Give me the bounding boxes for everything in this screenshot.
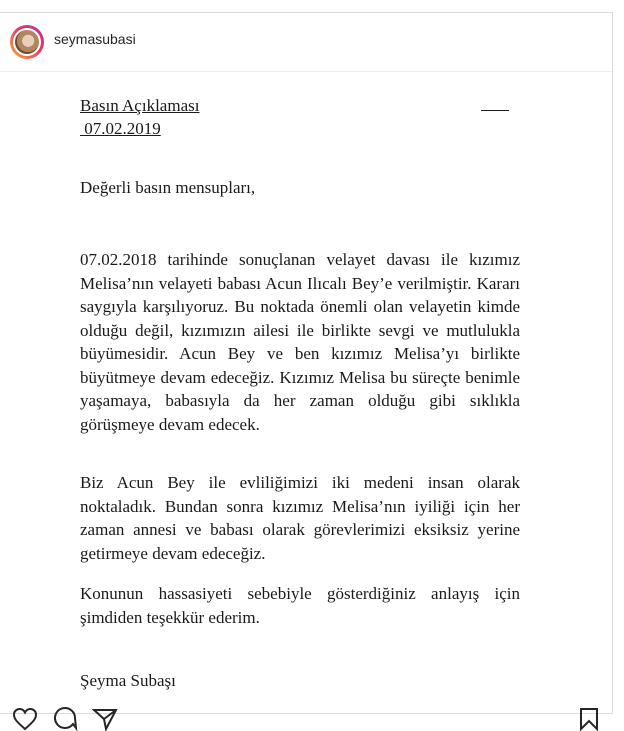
letter-paragraph-2: Biz Acun Bey ile evliliğimizi iki medeni insan olarak noktaladık. Bundan sonra kızımız Melisa’nın iyiliği için her zaman annesi ve babası olarak görevlerimizi eksiksiz yerine getirmeye devam edeceğiz. — [80, 473, 520, 563]
heart-icon[interactable] — [12, 707, 38, 731]
avatar[interactable] — [10, 25, 44, 59]
post-card — [0, 12, 613, 714]
share-icon[interactable] — [92, 707, 118, 731]
letter-date: 07.02.2019 — [80, 119, 161, 138]
post-actions — [12, 707, 612, 727]
bookmark-icon[interactable] — [578, 707, 600, 731]
comment-icon[interactable] — [52, 707, 78, 731]
letter-paragraph-3: Konunun hassasiyeti sebebiyle gösterdiğiniz anlayış için şimdiden teşekkür ederim. — [80, 584, 520, 627]
header-rule — [481, 110, 509, 111]
letter-greeting: Değerli basın mensupları, — [80, 178, 256, 197]
letter-paragraph-1: 07.02.2018 tarihinde sonuçlanan velayet davası ile kızımız Melisa’nın velayeti babası Acun Ilıcalı Bey’e verilmiştir. Kararı saygıyla karşılıyoruz. Bu noktada önemli olan velayetin kimde olduğu değil, kızımızın ailesi ile birlikte sevgi ve mutlulukla büyümesidir. Acun Bey ve ben kızımız Melisa’yı birlikte büyütmeye devam edeceğiz. Kızımız Melisa bu süreçte benimle yaşamaya, babasıyla da her zaman olduğu gibi sıklıkla görüşmeye devam edecek. — [80, 250, 520, 434]
username-link[interactable]: seymasubasi — [54, 31, 136, 47]
letter-signature: Şeyma Subaşı — [80, 671, 176, 690]
post-image — [0, 72, 612, 712]
post-header — [0, 13, 612, 72]
avatar-image — [13, 28, 41, 56]
letter-title: Basın Açıklaması — [80, 96, 200, 115]
